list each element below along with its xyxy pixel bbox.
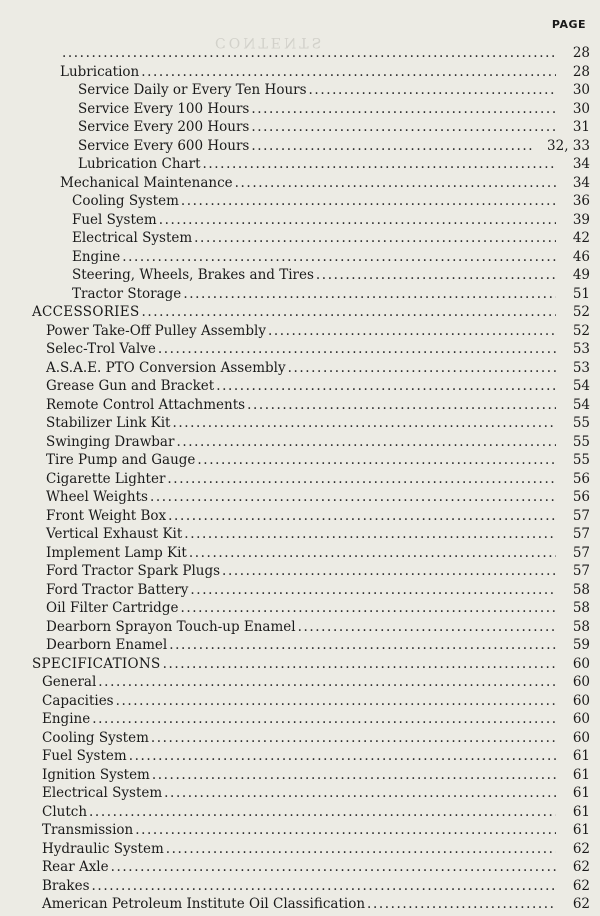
toc-entry-label: Hydraulic System	[42, 840, 164, 857]
toc-entry-label: Oil Filter Cartridge	[46, 600, 179, 616]
toc-entry-label: American Petroleum Institute Oil Classification	[42, 896, 366, 912]
toc-entry	[0, 451, 600, 470]
table-of-contents	[0, 44, 600, 914]
toc-entry-page: 56	[572, 489, 590, 505]
dot-leader	[62, 44, 556, 62]
dot-leader	[184, 525, 556, 543]
toc-entry	[0, 710, 600, 729]
toc-entry-page: 61	[572, 766, 590, 783]
toc-entry	[0, 266, 600, 285]
dot-leader	[367, 895, 556, 913]
toc-entry-page: 60	[572, 711, 590, 727]
toc-entry-label: Fuel System	[72, 211, 157, 228]
dot-leader	[166, 840, 556, 858]
toc-entry-page: 61	[572, 748, 590, 764]
toc-entry	[0, 433, 600, 452]
toc-entry-page: 60	[572, 729, 590, 746]
toc-entry	[0, 618, 600, 637]
dot-leader	[111, 858, 556, 876]
dot-leader	[151, 729, 556, 747]
toc-entry-page: 61	[572, 803, 590, 820]
toc-entry-label: Service Every 100 Hours	[78, 100, 250, 117]
toc-entry-label: Lubrication Chart	[78, 156, 201, 172]
dot-leader	[235, 174, 556, 192]
toc-entry-label: Remote Control Attachments	[46, 396, 246, 413]
toc-entry-label: Electrical System	[72, 230, 193, 246]
toc-entry-page: 57	[572, 544, 590, 561]
toc-entry	[0, 414, 600, 433]
toc-entry	[0, 100, 600, 119]
toc-entry-page: 46	[572, 248, 590, 265]
toc-entry-page: 53	[572, 341, 590, 357]
dot-leader	[180, 599, 556, 617]
toc-entry	[0, 840, 600, 859]
toc-entry	[0, 895, 600, 914]
toc-entry-page: 58	[572, 581, 590, 598]
dot-leader	[251, 118, 556, 136]
toc-entry	[0, 747, 600, 766]
dot-leader	[203, 155, 557, 173]
toc-entry-label: Cooling System	[72, 193, 179, 209]
toc-entry-page: 52	[572, 304, 590, 320]
toc-entry-page: 39	[572, 211, 590, 228]
page-column-header: PAGE	[551, 18, 586, 31]
toc-entry-label: Engine	[72, 248, 121, 265]
toc-entry-page: 34	[572, 156, 590, 172]
toc-entry	[0, 359, 600, 378]
toc-entry	[0, 44, 600, 63]
dot-leader	[194, 229, 556, 247]
dot-leader	[122, 248, 556, 266]
toc-entry	[0, 599, 600, 618]
toc-entry-page: 30	[572, 82, 590, 98]
dot-leader	[216, 377, 556, 395]
toc-entry	[0, 692, 600, 711]
dot-leader	[150, 488, 556, 506]
toc-entry	[0, 562, 600, 581]
dot-leader	[197, 451, 556, 469]
toc-entry	[0, 155, 600, 174]
toc-entry-label: Service Daily or Every Ten Hours	[78, 82, 307, 98]
toc-entry-page: 60	[572, 655, 590, 672]
dot-leader	[251, 137, 532, 155]
dot-leader	[158, 340, 556, 358]
toc-entry	[0, 248, 600, 267]
toc-entry-label: Tire Pump and Gauge	[46, 452, 196, 468]
toc-entry	[0, 377, 600, 396]
toc-entry-label: Swinging Drawbar	[46, 433, 175, 450]
toc-entry-label: Fuel System	[42, 748, 127, 764]
toc-entry-label: Selec-Trol Valve	[46, 341, 156, 357]
toc-entry	[0, 858, 600, 877]
toc-entry-label: Ford Tractor Spark Plugs	[46, 563, 221, 579]
dot-leader	[268, 322, 556, 340]
dot-leader	[298, 618, 556, 636]
toc-entry-page: 62	[572, 859, 590, 875]
toc-entry-label: A.S.A.E. PTO Conversion Assembly	[46, 359, 286, 376]
toc-entry-label: SPECIFICATIONS	[32, 655, 161, 672]
toc-entry	[0, 581, 600, 600]
dot-leader	[190, 581, 556, 599]
toc-entry-page: 56	[572, 470, 590, 487]
toc-entry-page: 58	[572, 618, 590, 635]
toc-entry	[0, 729, 600, 748]
toc-entry-label: Grease Gun and Bracket	[46, 378, 215, 394]
dot-leader	[129, 747, 556, 765]
toc-entry	[0, 470, 600, 489]
toc-entry-label: Service Every 200 Hours	[78, 119, 250, 135]
toc-entry	[0, 137, 600, 156]
toc-entry-label: Cooling System	[42, 729, 149, 746]
toc-entry-label: Rear Axle	[42, 859, 109, 875]
toc-entry	[0, 322, 600, 341]
toc-entry-label: Engine	[42, 711, 91, 727]
toc-entry	[0, 229, 600, 248]
toc-entry	[0, 396, 600, 415]
toc-entry-page: 32, 33	[547, 137, 590, 154]
toc-entry	[0, 784, 600, 803]
toc-entry	[0, 673, 600, 692]
dot-leader	[164, 784, 556, 802]
toc-entry-label: Steering, Wheels, Brakes and Tires	[72, 267, 314, 283]
dot-leader	[172, 414, 556, 432]
toc-entry-label: Tractor Storage	[72, 285, 182, 302]
toc-entry-page: 30	[572, 100, 590, 117]
dot-leader	[141, 63, 556, 81]
dot-leader	[142, 303, 557, 321]
dot-leader	[163, 655, 556, 673]
bleed-through-text: CONTENTS	[215, 34, 325, 50]
toc-entry	[0, 821, 600, 840]
dot-leader	[92, 877, 556, 895]
toc-entry-page: 53	[572, 359, 590, 376]
toc-entry	[0, 285, 600, 304]
dot-leader	[309, 81, 556, 99]
toc-entry-page: 60	[572, 692, 590, 709]
dot-leader	[247, 396, 556, 414]
toc-entry-page: 62	[572, 896, 590, 912]
toc-entry-label: Transmission	[42, 822, 134, 838]
dot-leader	[181, 192, 556, 210]
toc-entry	[0, 340, 600, 359]
toc-entry-page: 61	[572, 785, 590, 801]
toc-entry	[0, 118, 600, 137]
dot-leader	[168, 507, 556, 525]
toc-entry	[0, 766, 600, 785]
toc-entry-page: 62	[572, 840, 590, 857]
dot-leader	[116, 692, 556, 710]
toc-entry-label: Stabilizer Link Kit	[46, 415, 171, 431]
toc-entry-label: Lubrication	[60, 63, 140, 80]
dot-leader	[316, 266, 556, 284]
dot-leader	[152, 766, 556, 784]
toc-entry-label: General	[42, 674, 97, 690]
toc-entry-page: 55	[572, 452, 590, 468]
dot-leader	[183, 285, 556, 303]
toc-entry-page: 61	[572, 822, 590, 838]
toc-entry-page: 51	[572, 285, 590, 302]
toc-entry	[0, 877, 600, 896]
toc-entry-label: Ignition System	[42, 766, 150, 783]
toc-entry	[0, 655, 600, 674]
dot-leader	[169, 636, 556, 654]
toc-entry-page: 55	[572, 415, 590, 431]
toc-entry-label: Dearborn Enamel	[46, 637, 168, 653]
toc-entry-label: Implement Lamp Kit	[46, 544, 187, 561]
toc-entry	[0, 636, 600, 655]
toc-entry-page: 62	[572, 877, 590, 894]
toc-entry-page: 28	[572, 45, 590, 61]
toc-entry-page: 54	[572, 378, 590, 394]
toc-entry-label: Mechanical Maintenance	[60, 174, 233, 191]
toc-entry-label: Vertical Exhaust Kit	[46, 526, 183, 542]
toc-entry-page: 60	[572, 674, 590, 690]
toc-entry-label: Electrical System	[42, 785, 163, 801]
toc-entry-label: Ford Tractor Battery	[46, 581, 189, 598]
dot-leader	[222, 562, 556, 580]
dot-leader	[176, 433, 556, 451]
toc-entry	[0, 803, 600, 822]
toc-entry-page: 57	[572, 526, 590, 542]
toc-entry-page: 52	[572, 322, 590, 339]
toc-entry-label: Service Every 600 Hours	[78, 137, 250, 154]
toc-entry-label: Wheel Weights	[46, 489, 148, 505]
toc-entry-label: Cigarette Lighter	[46, 470, 166, 487]
toc-entry	[0, 507, 600, 526]
toc-entry-page: 42	[572, 230, 590, 246]
toc-entry-page: 57	[572, 507, 590, 524]
toc-entry-page: 36	[572, 193, 590, 209]
toc-entry-label: Brakes	[42, 877, 90, 894]
toc-entry	[0, 81, 600, 100]
dot-leader	[135, 821, 556, 839]
toc-entry-page: 34	[572, 174, 590, 191]
toc-entry-page: 59	[572, 637, 590, 653]
dot-leader	[167, 470, 556, 488]
toc-entry	[0, 192, 600, 211]
dot-leader	[251, 100, 556, 118]
toc-entry-page: 58	[572, 600, 590, 616]
toc-entry	[0, 211, 600, 230]
toc-entry-page: 55	[572, 433, 590, 450]
dot-leader	[189, 544, 556, 562]
toc-entry-label: Dearborn Sprayon Touch-up Enamel	[46, 618, 296, 635]
toc-entry-label: ACCESSORIES	[32, 304, 140, 320]
toc-entry	[0, 63, 600, 82]
dot-leader	[89, 803, 556, 821]
toc-entry-page: 31	[572, 119, 590, 135]
toc-entry	[0, 488, 600, 507]
toc-entry	[0, 174, 600, 193]
toc-entry	[0, 525, 600, 544]
toc-entry-label: Power Take-Off Pulley Assembly	[46, 322, 266, 339]
dot-leader	[92, 710, 556, 728]
toc-entry-label: Capacities	[42, 692, 114, 709]
toc-entry-page: 57	[572, 563, 590, 579]
toc-entry-page: 49	[572, 267, 590, 283]
toc-entry-page: 28	[572, 63, 590, 80]
toc-entry-label: Clutch	[42, 803, 88, 820]
toc-entry-label: Front Weight Box	[46, 507, 167, 524]
dot-leader	[98, 673, 556, 691]
toc-entry-page: 54	[572, 396, 590, 413]
dot-leader	[159, 211, 556, 229]
toc-entry	[0, 544, 600, 563]
dot-leader	[288, 359, 556, 377]
toc-entry	[0, 303, 600, 322]
